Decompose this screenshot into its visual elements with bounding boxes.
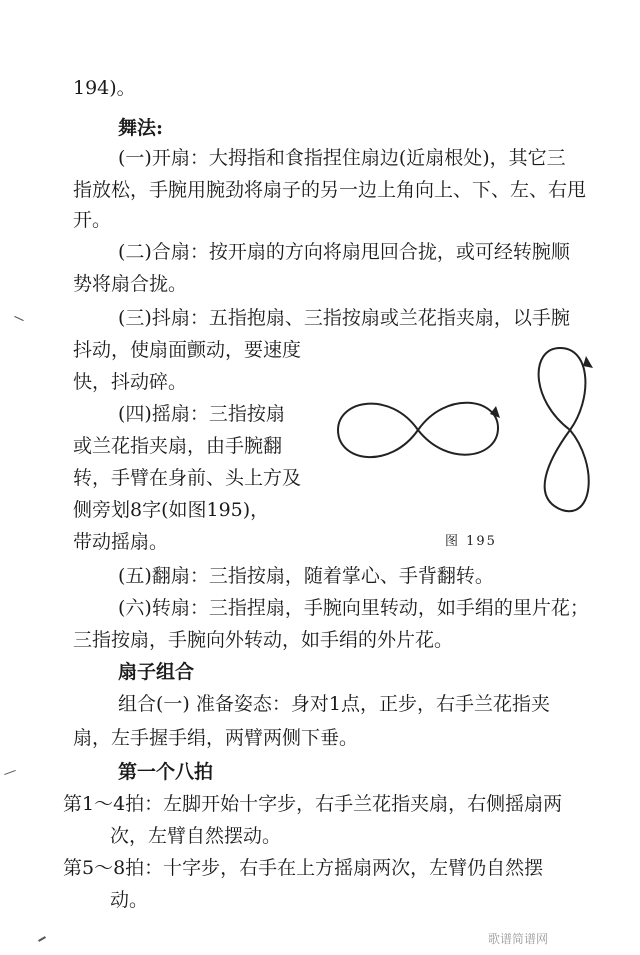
- text-line-26: 动。: [110, 889, 149, 911]
- horizontal-figure-eight: [338, 403, 498, 457]
- scan-speck: [38, 936, 46, 942]
- section-heading-fan-combination: 扇子组合: [118, 661, 195, 683]
- watermark: 歌谱简谱网: [488, 932, 549, 946]
- text-line-17: (六)转扇：三指捏扇，手腕向里转动，如手绢的里片花；: [118, 597, 589, 619]
- text-line-7: 势将扇合拢。: [73, 273, 188, 295]
- text-line-1: 194)。: [73, 77, 136, 99]
- text-line-14: 侧旁划8字(如图195)，: [73, 499, 270, 521]
- text-line-3: (一)开扇：大拇指和食指捏住扇边(近扇根处)，其它三: [118, 147, 566, 169]
- text-line-10: 快，抖动碎。: [73, 371, 188, 393]
- scan-speck: [4, 770, 16, 775]
- text-line-5: 开。: [73, 209, 112, 231]
- text-line-16: (五)翻扇：三指按扇，随着掌心、手背翻转。: [118, 565, 494, 587]
- scan-speck: [14, 316, 23, 321]
- text-line-6: (二)合扇：按开扇的方向将扇甩回合拢，或可经转腕顺: [118, 241, 570, 263]
- text-line-18: 三指按扇，手腕向外转动，如手绢的外片花。: [73, 629, 454, 651]
- text-line-8: (三)抖扇：五指抱扇、三指按扇或兰花指夹扇，以手腕: [118, 307, 570, 329]
- section-heading-dance-method: 舞法:: [118, 117, 164, 139]
- text-line-25: 第5～8拍：十字步，右手在上方摇扇两次，左臂仍自然摆: [63, 857, 544, 879]
- text-line-13: 转，手臂在身前、头上方及: [73, 467, 302, 489]
- text-line-23: 第1～4拍：左脚开始十字步，右手兰花指夹扇，右侧摇扇两: [63, 793, 563, 815]
- figure-195-eight-shapes: [330, 340, 630, 530]
- text-line-20: 组合(一) 准备姿态：身对1点，正步，右手兰花指夹: [118, 693, 550, 715]
- text-line-11: (四)摇扇：三指按扇: [118, 403, 285, 425]
- text-line-24: 次，左臂自然摆动。: [110, 825, 282, 847]
- arrowhead-vertical: [583, 356, 593, 368]
- text-line-12: 或兰花指夹扇，由手腕翻: [73, 435, 283, 457]
- text-line-15: 带动摇扇。: [73, 531, 169, 553]
- section-heading-first-eight-beats: 第一个八拍: [118, 761, 214, 783]
- text-line-4: 指放松，手腕用腕劲将扇子的另一边上角向上、下、左、右甩: [73, 179, 587, 201]
- figure-caption: 图 195: [445, 534, 497, 549]
- text-line-21: 扇，左手握手绢，两臂两侧下垂。: [73, 727, 359, 749]
- vertical-figure-eight: [539, 348, 589, 511]
- text-line-9: 抖动，使扇面颤动，要速度: [73, 339, 302, 361]
